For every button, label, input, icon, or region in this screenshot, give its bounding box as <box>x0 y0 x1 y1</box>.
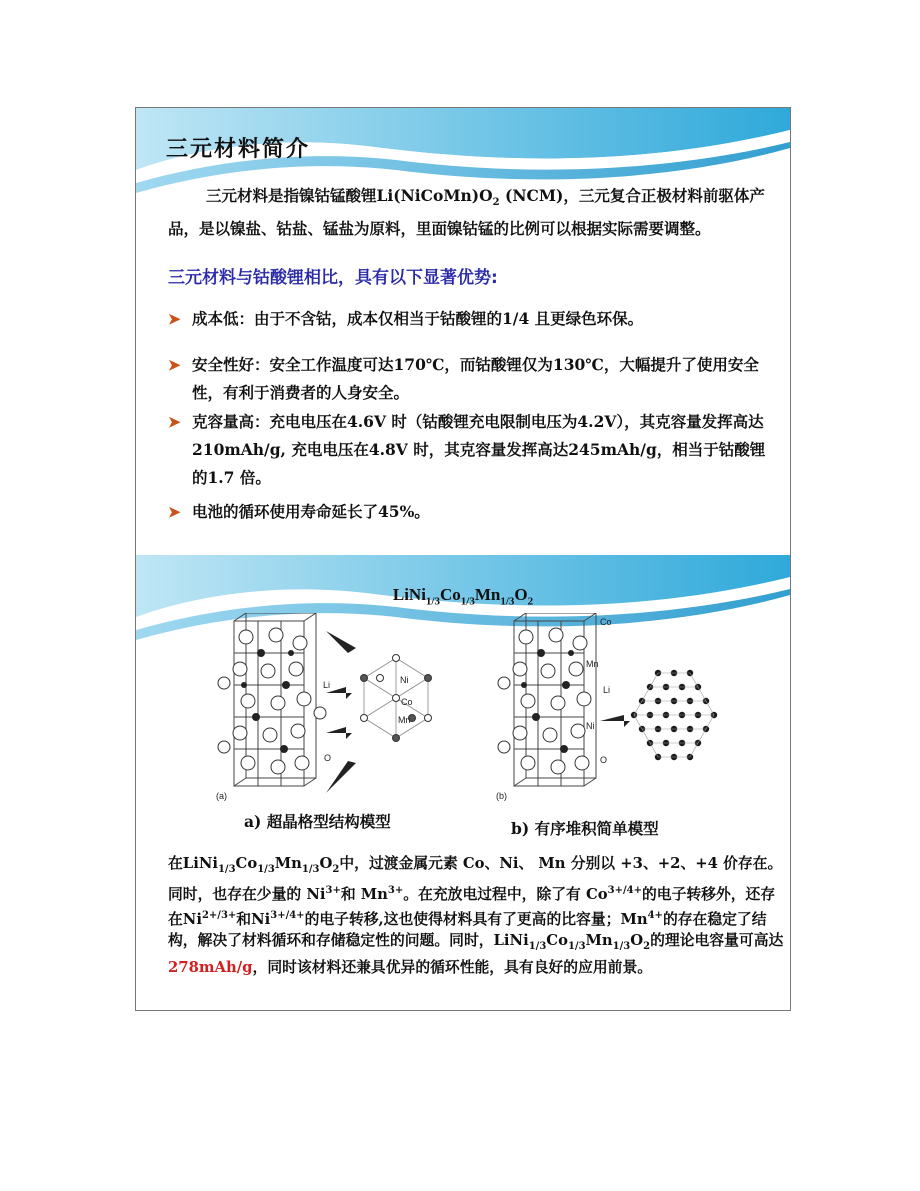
ordered-stacking-diagram <box>496 613 736 803</box>
label-ni: Ni <box>586 721 595 731</box>
arrow-bullet-icon: ➤ <box>168 503 181 521</box>
label-co: Co <box>401 697 413 707</box>
bullet-safety: ➤ 安全性好：安全工作温度可达170℃，而钴酸锂仅为130℃，大幅提升了使用安全性，有利于消费者的人身安全。 <box>168 351 778 407</box>
label-li: Li <box>323 680 331 690</box>
caption-a: a) 超晶格型结构模型 <box>244 812 391 831</box>
caption-b: b) 有序堆积简单模型 <box>511 819 659 838</box>
valence-paragraph: 在$LiNi_{1/3}Co_{1/3}Mn_{1/3}O_2$中，过渡金属元素 Co、Ni、 Mn 分别以 +3、+2、+4 价存在。同时，也存在少量的 $Ni^{3+}$和 $Mn^{3+}$。在充放电过程中，除了有 $Co^{3+/4+}$的电子转移外，还存在$Ni^{2+/3+}$和$Ni^{3+/4+}$的电子转移,这也使得材料具有了更高的比容量；$Mn^{4+}$的存在稳定了结构，解决了材料循环和存储稳定性的问题。同时，$LiNi_{1/3}Co_{1/3}Mn_{1/3}O_2$的理论电容量可高达278mAh/g，同时该材料还兼具优异的循环性能，具有良好的应用前景。 <box>168 855 784 976</box>
bullet-capacity: ➤ 克容量高：充电电压在4.6V 时（钴酸锂充电限制电压为4.2V），其克容量发挥高达210mAh/g, 充电电压在4.8V 时，其克容量发挥高达245mAh/g，相当于钴酸锂的1.7 倍。 <box>168 408 778 492</box>
label-ni: Ni <box>400 675 409 685</box>
label-mn: Mn <box>586 659 599 669</box>
label-o: O <box>324 753 332 763</box>
label-o: O <box>600 755 608 765</box>
arrow-bullet-icon: ➤ <box>168 413 181 431</box>
fig-tag-a: (a) <box>216 791 227 801</box>
bullet-cost: ➤ 成本低：由于不含钴，成本仅相当于钴酸锂的1/4 且更绿色环保。 <box>168 305 778 333</box>
fig-tag-b: (b) <box>496 791 507 801</box>
label-li: Li <box>603 685 611 695</box>
slide-intro <box>135 107 791 555</box>
label-mn: Mn <box>398 715 411 725</box>
slide-title: 三元材料简介 <box>166 137 311 162</box>
intro-paragraph: 三元材料是指镍钴锰酸锂$Li(NiCoMn)O_2$ (NCM)，三元复合正极材料前驱体产品，是以镍盐、钴盐、锰盐为原料，里面镍钴锰的比例可以根据实际需要调整。 <box>168 186 765 239</box>
capacity-highlight: 278mAh/g <box>168 958 253 976</box>
arrow-bullet-icon: ➤ <box>168 356 181 374</box>
slide-structure <box>135 555 791 1011</box>
arrow-bullet-icon: ➤ <box>168 310 181 328</box>
bullet-cycle-life: ➤ 电池的循环使用寿命延长了45%。 <box>168 498 778 526</box>
superlattice-diagram <box>216 613 456 803</box>
advantages-heading: 三元材料与钴酸锂相比，具有以下显著优势: <box>168 268 498 288</box>
label-co: Co <box>600 617 612 627</box>
formula-title: $LiNi_{1/3}Co_{1/3}Mn_{1/3}O_2$ <box>392 585 534 608</box>
